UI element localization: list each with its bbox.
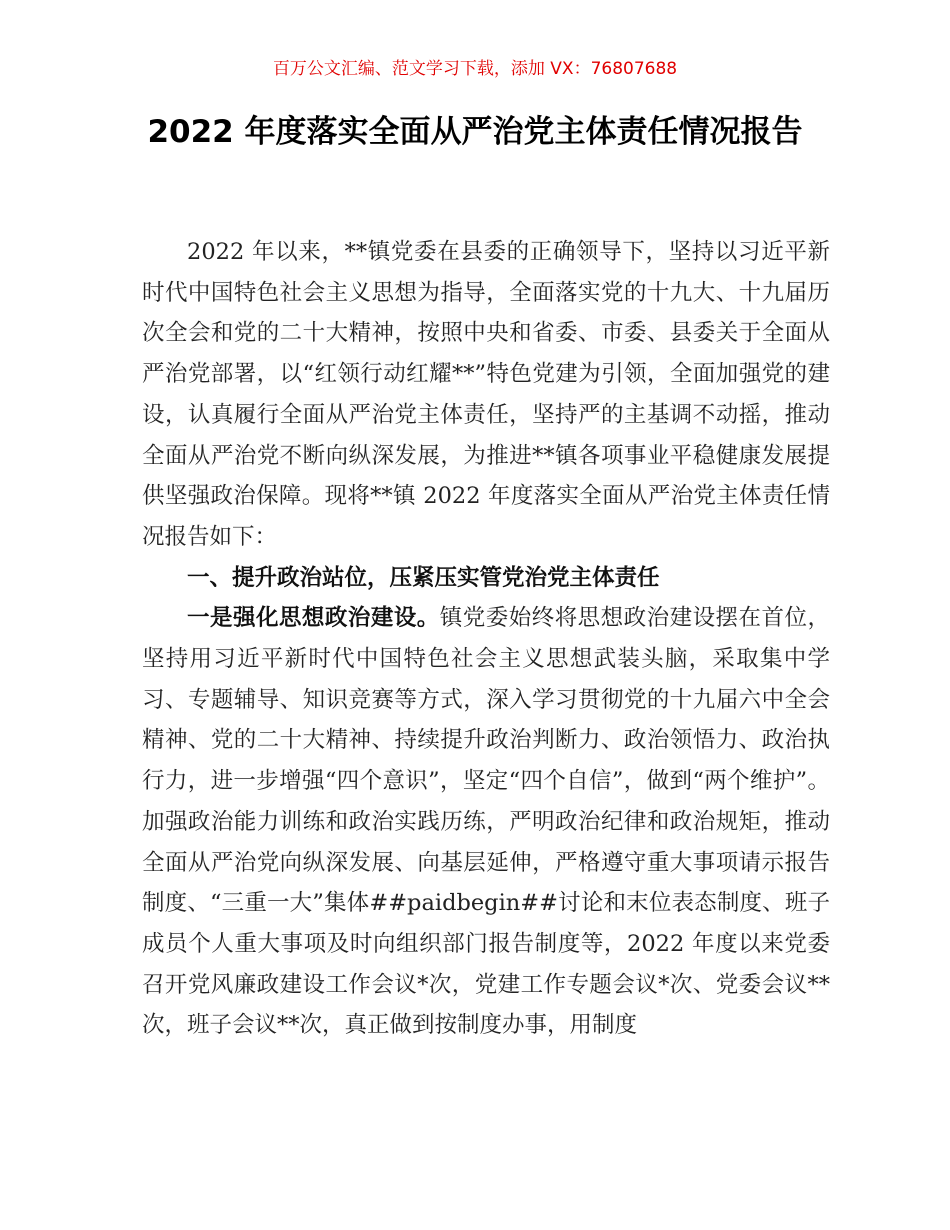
- point-paragraph: [142, 598, 830, 1046]
- section-heading: 一、提升政治站位，压紧压实管党治党主体责任: [187, 564, 660, 591]
- point-lead: 一是强化思想政治建设。: [187, 605, 440, 632]
- intro-paragraph: 2022 年以来，**镇党委在县委的正确领导下，坚持以习近平新时代中国特色社会主义思想为指导，全面落实党的十九大、十九届历次全会和党的二十大精神，按照中央和省委、市委、县委关于全面从严治党部署，以“红领行动红耀**”特色党建为引领，全面加强党的建设，认真履行全面从严治党主体责任，坚持严的主基调不动摇，推动全面从严治党不断向纵深发展，为推进**镇各项事业平稳健康发展提供坚强政治保障。现将**镇 2022 年度落实全面从严治党主体责任情况报告如下：: [142, 239, 830, 550]
- point-text: 镇党委始终将思想政治建设摆在首位，坚持用习近平新时代中国特色社会主义思想武装头脑，采取集中学习、专题辅导、知识竞赛等方式，深入学习贯彻党的十九届六中全会精神、党的二十大精神、持续提升政治判断力、政治领悟力、政治执行力，进一步增强“四个意识”，坚定“四个自信”，做到“两个维护”。加强政治能力训练和政治实践历练，严明政治纪律和政治规矩，推动全面从严治党向纵深发展、向基层延伸，严格遵守重大事项请示报告制度、“三重一大”集体##paidbegin##讨论和末位表态制度、班子成员个人重大事项及时向组织部门报告制度等，2022 年度以来党委召开党风廉政建设工作会议*次，党建工作专题会议*次、党委会议**次，班子会议**次，真正做到按制度办事，用制度: [142, 605, 830, 1039]
- document-title: 2022 年度落实全面从严治党主体责任情况报告: [147, 114, 803, 150]
- watermark-banner: 百万公文汇编、范文学习下载，添加 VX：76807688: [272, 59, 678, 79]
- document-body: [142, 232, 830, 1046]
